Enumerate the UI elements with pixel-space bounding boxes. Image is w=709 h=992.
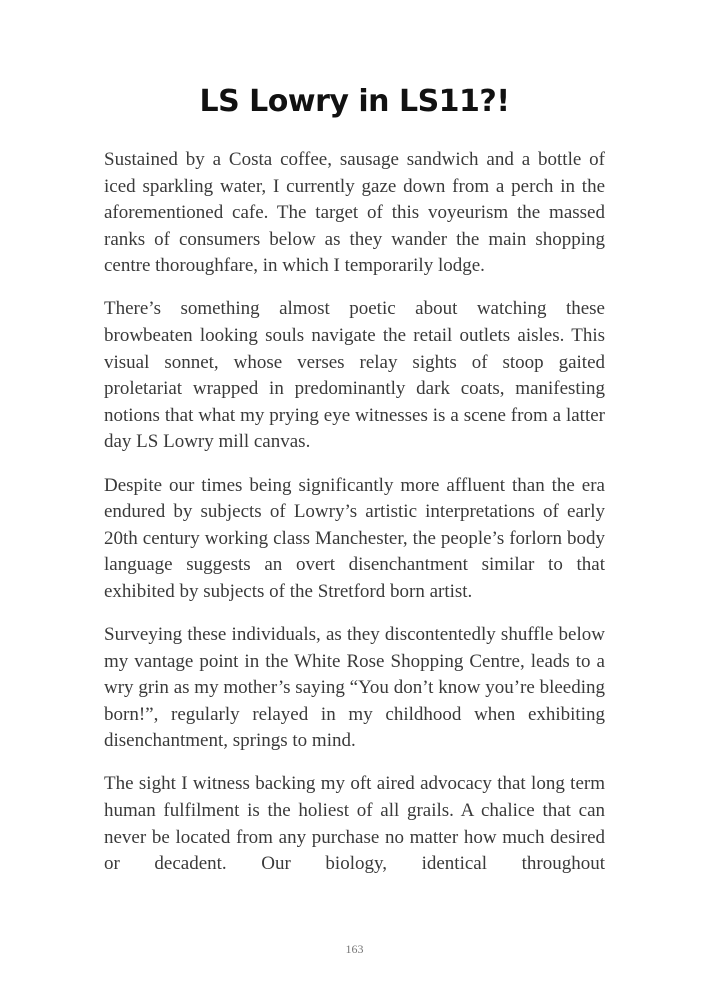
paragraph: Sustained by a Costa coffee, sausage sandwich and a bottle of iced sparkling water, I currently gaze down from a perch in the aforementioned cafe. The target of this voyeurism the massed ranks of consumers below as they wander the main shopping centre thoroughfare, in which I temporarily lodge. bbox=[104, 149, 605, 277]
chapter-title: LS Lowry in LS11?! bbox=[199, 84, 510, 119]
body-text bbox=[104, 147, 605, 894]
page-number: 163 bbox=[345, 942, 364, 956]
paragraph: Despite our times being significantly more affluent than the era endured by subjects of Lowry’s artistic interpretations of early 20th century working class Manchester, the people’s forlorn body language suggests an overt disenchantment similar to that exhibited by subjects of the Stretford born artist. bbox=[104, 474, 605, 602]
paragraph: Surveying these individuals, as they discontentedly shuffle below my vantage point in the White Rose Shopping Centre, leads to a wry grin as my mother’s saying “You don’t know you’re bleeding born!”, regularly relayed in my childhood when exhibiting disenchantment, springs to mind. bbox=[104, 624, 605, 752]
paragraph: The sight I witness backing my oft aired advocacy that long term human fulfilment is the holiest of all grails. A chalice that can never be located from any purchase no matter how much desired or decadent. Our biology, identical throughout bbox=[104, 773, 605, 875]
paragraph: There’s something almost poetic about watching these browbeaten looking souls navigate the retail outlets aisles. This visual sonnet, whose verses relay sights of stoop gaited proletariat wrapped in predominantly dark coats, manifesting notions that what my prying eye witnesses is a scene from a latter day LS Lowry mill canvas. bbox=[104, 298, 605, 453]
